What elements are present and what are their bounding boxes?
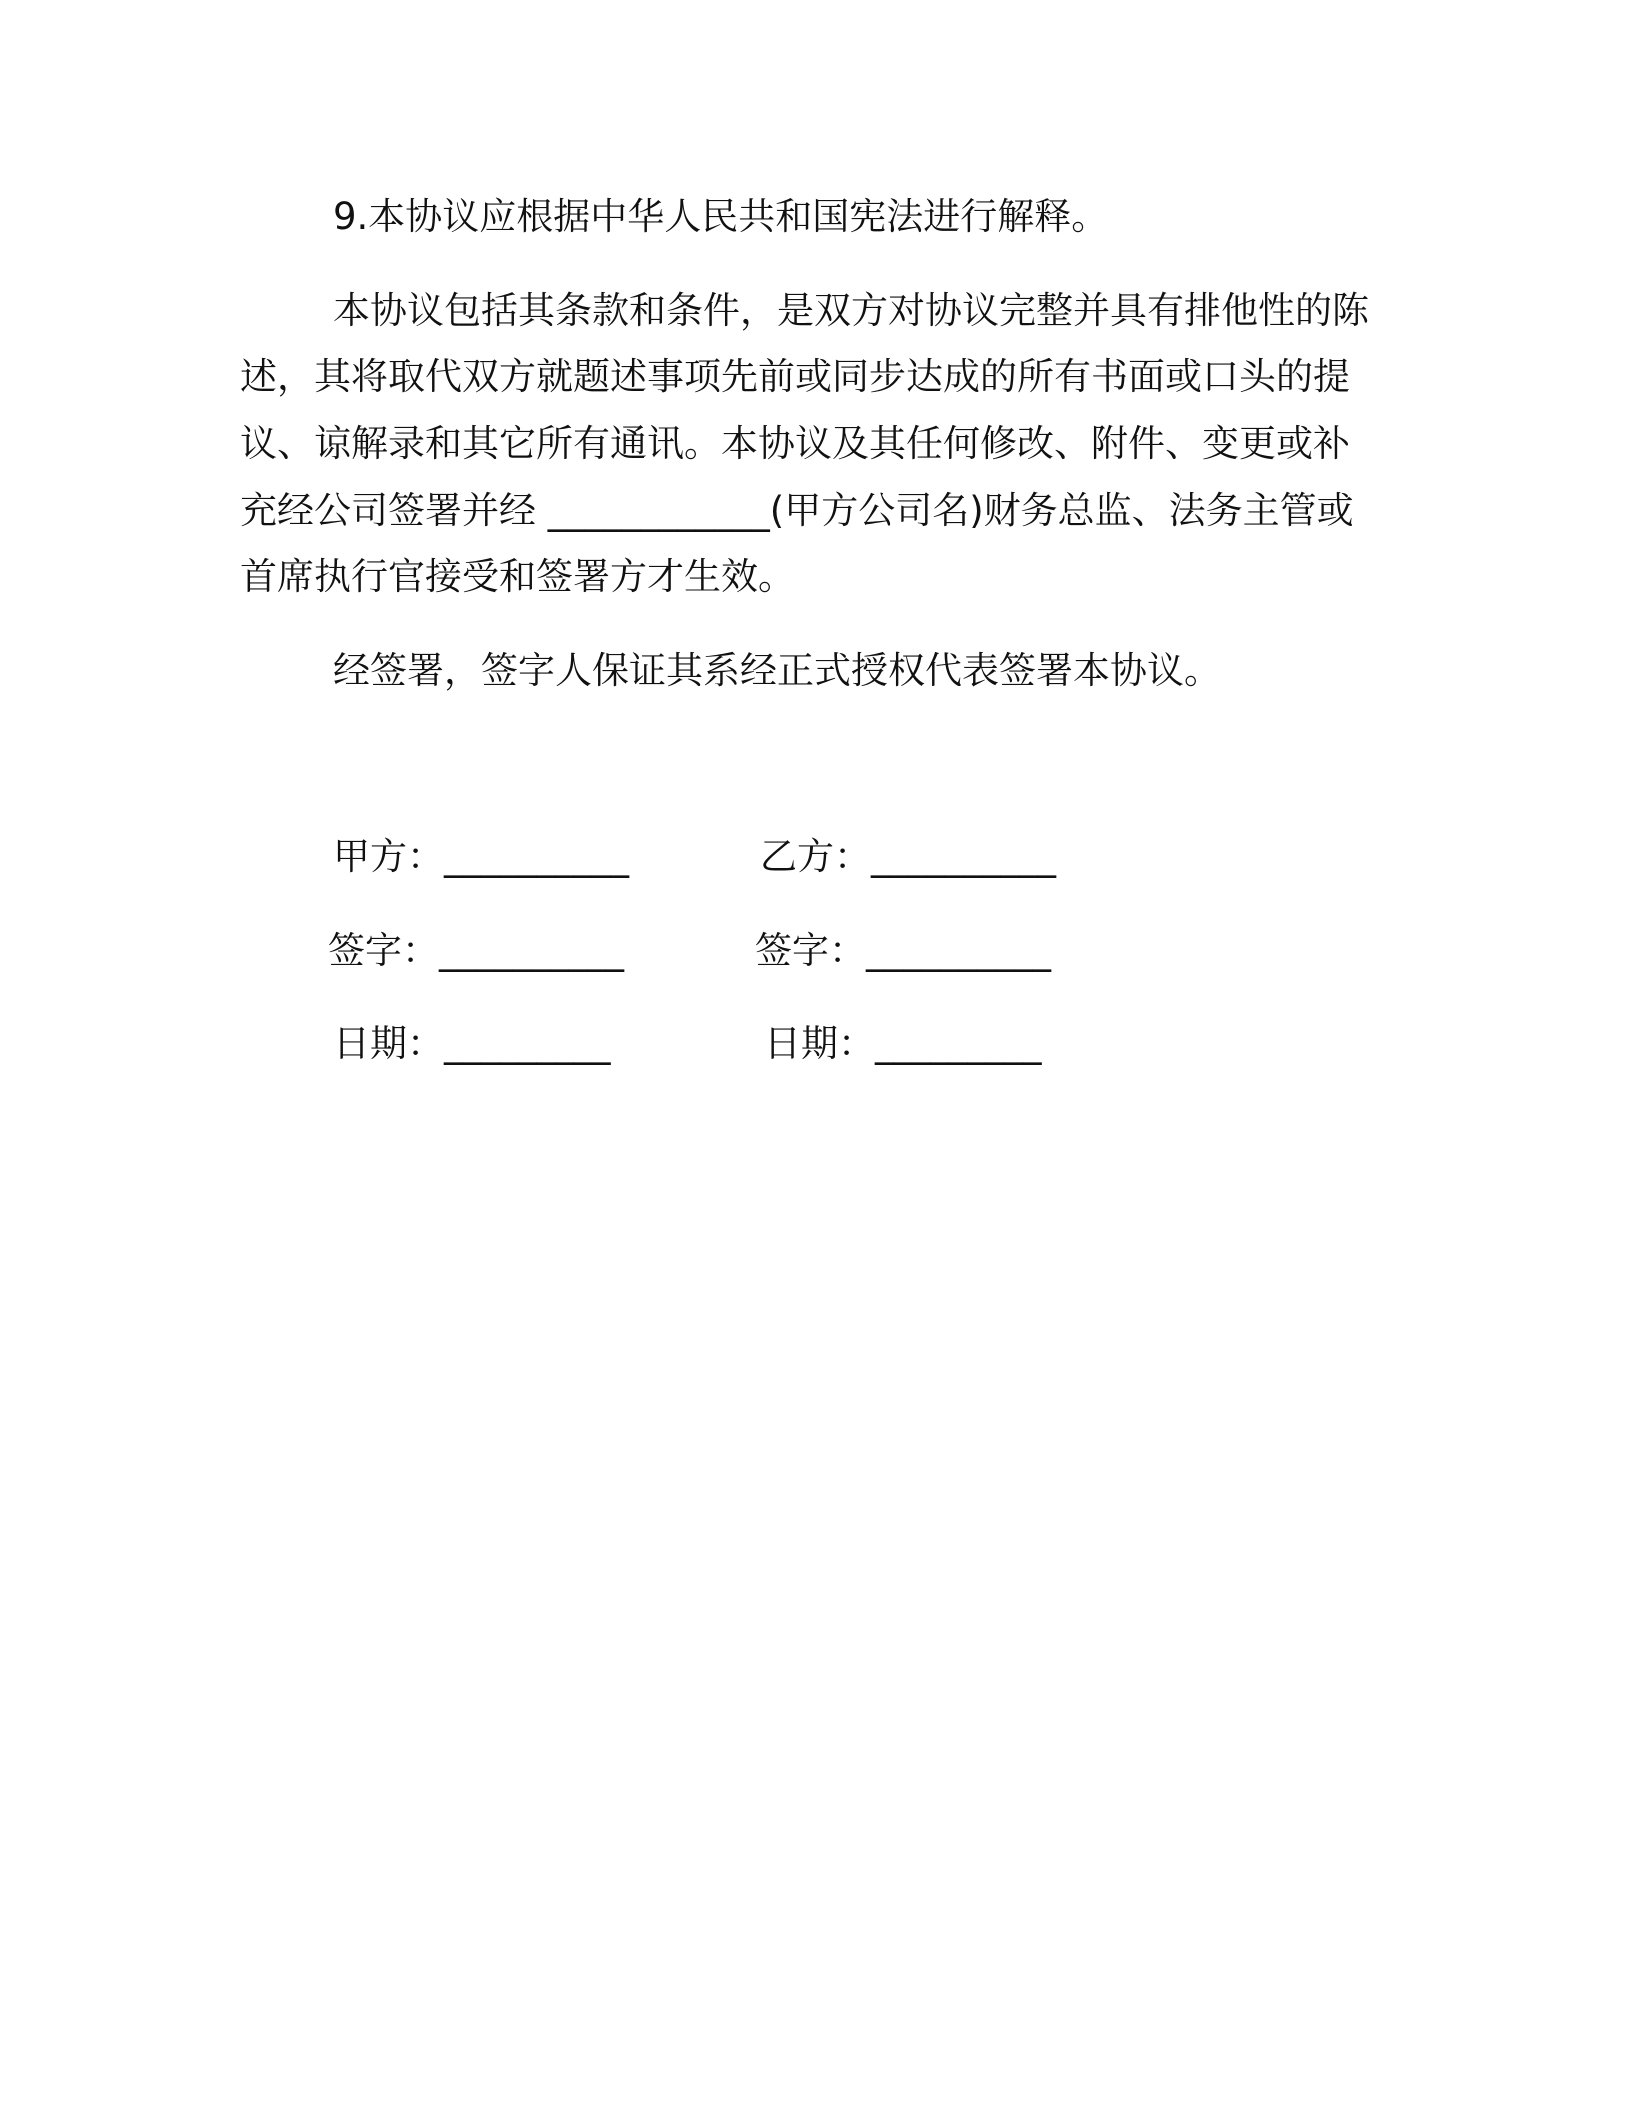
party-b-date-field: 日期：_________ — [764, 1022, 1042, 1065]
clause-9-paragraph: 9.本协议应根据中华人民共和国宪法进行解释。 — [333, 195, 1109, 238]
party-b-signature-field: 签字：__________ — [755, 929, 1051, 972]
entire-agreement-line-4: 充经公司签署并经 ____________(甲方公司名)财务总监、法务主管或 — [240, 489, 1354, 532]
entire-agreement-line-5: 首席执行官接受和签署方才生效。 — [240, 555, 795, 598]
party-a-name-field: 甲方：__________ — [333, 835, 629, 878]
entire-agreement-line-1: 本协议包括其条款和条件，是双方对协议完整并具有排他性的陈 — [333, 289, 1369, 332]
party-b-name-field: 乙方：__________ — [760, 835, 1056, 878]
entire-agreement-line-2: 述，其将取代双方就题述事项先前或同步达成的所有书面或口头的提 — [240, 355, 1350, 398]
entire-agreement-line-3: 议、谅解录和其它所有通讯。本协议及其任何修改、附件、变更或补 — [240, 422, 1350, 465]
party-a-signature-field: 签字：__________ — [328, 929, 624, 972]
signing-statement-paragraph: 经签署，签字人保证其系经正式授权代表签署本协议。 — [333, 649, 1221, 692]
party-a-date-field: 日期：_________ — [333, 1022, 611, 1065]
